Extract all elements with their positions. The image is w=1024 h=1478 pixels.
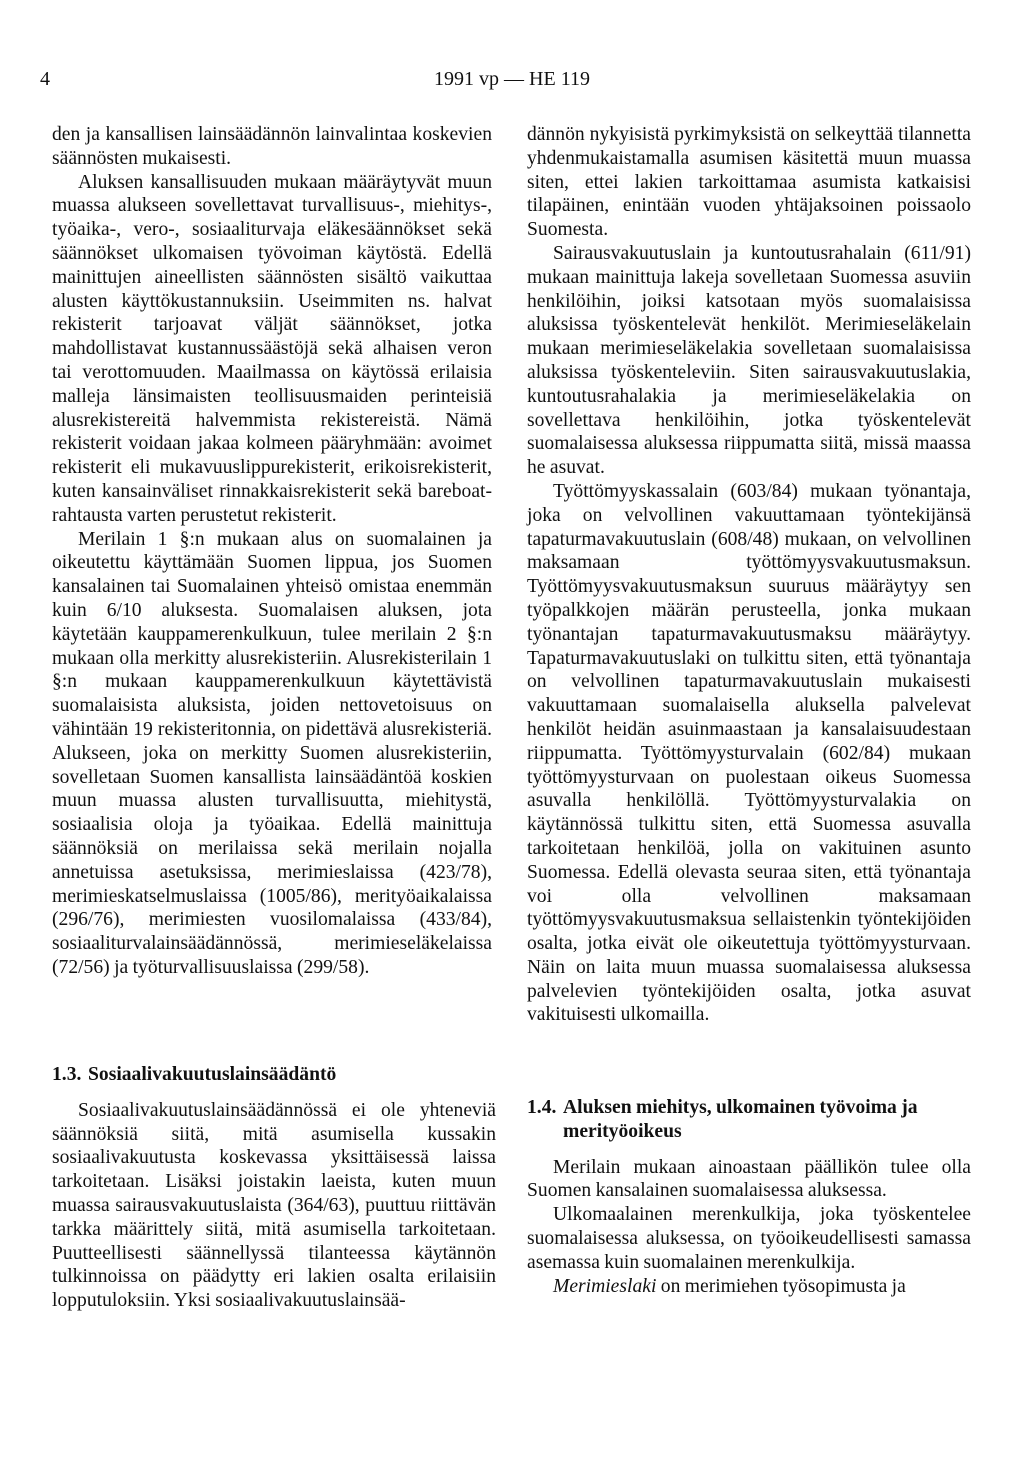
running-head: 1991 vp — HE 119 (434, 68, 590, 90)
section-heading (527, 1096, 971, 1144)
paragraph: Aluksen kansallisuuden mukaan määräytyvät muun muassa alukseen sovellettavat turvallisuus-, miehitys-, työaika-, vero-, sosiaaliturvaja eläkesäännökset sekä säännökset ulkomaisen työvoiman käytöstä. Edellä mainittujen aineellisten säännösten sisältö vaikuttaa alusten käyttökustannuksiin. Useimmiten ns. halvat rekisterit tarjoavat väljät säännökset, jotka mahdollistavat kustannussäästöjä sekä alhaisen veron tai verottomuuden. Maailmassa on käytössä erilaisia malleja länsimaisten teollisuusmaiden perinteisiä alusrekistereitä halvemmista rekistereistä. Nämä rekisterit voidaan jakaa kolmeen pääryhmään: avoimet rekisterit eli mukavuuslippurekisterit, erikoisrekisterit, kuten kansainväliset rinnakkaisrekisterit sekä bareboat-rahtausta varten perustetut rekisterit. (52, 171, 492, 526)
paragraph: Sairausvakuutuslain ja kuntoutusrahalain (611/91) mukaan mainittuja lakeja sovelletaan Suomessa asuviin henkilöihin, joiksi katsotaan myös suomalaisissa aluksissa työskentelevät henkilöt. Merimieseläkelain mukaan merimieseläkelakia sovelletaan suomalaisissa aluksissa työskenteleviin. Siten sairausvakuutuslakia, kuntoutusrahalakia ja merimieseläkelakia on sovellettava henkilöihin, jotka työskentelevät suomalaisessa aluksessa riippumatta siitä, missä maassa he asuvat. (527, 242, 971, 479)
paragraph: Ulkomaalainen merenkulkija, joka työskentelee suomalaisessa aluksessa, on työoikeudellisesti samassa asemassa kuin suomalainen merenkulkija. (527, 1204, 971, 1273)
paragraph (527, 1275, 971, 1299)
section-1-3 (52, 1063, 496, 1313)
paragraph-rest: on merimiehen työsopimusta ja (656, 1275, 906, 1297)
page-number: 4 (40, 68, 50, 90)
page-header (0, 68, 1024, 98)
paragraph: Merilain mukaan ainoastaan päällikön tulee olla Suomen kansalainen suomalaisessa aluksessa. (527, 1156, 971, 1202)
right-column-top (527, 123, 971, 1027)
paragraph: Sosiaalivakuutuslainsäädännössä ei ole yhteneviä säännöksiä siitä, mitä asumisella kussakin sosiaalivakuutusta koskevassa yksittäisessä laissa tarkoitetaan. Lisäksi joistakin laeista, kuten muun muassa sairausvakuutuslaista (364/63), puuttuu riittävän tarkka määrittely siitä, mitä asumisella tarkoitetaan. Puutteellisesti säännellyssä tilanteessa käytännön tulkinnoissa on päädytty eri lakien osalta erilaisiin lopputuloksiin. Yksi sosiaalivakuutuslainsää- (52, 1099, 496, 1312)
left-column-top (52, 123, 492, 980)
paragraph: Työttömyyskassalain (603/84) mukaan työnantaja, joka on velvollinen vakuuttamaan työntekijänsä tapaturmavakuutuslain (608/48) mukaan, on velvollinen maksamaan työttömyysvakuutusmaksun. Työttömyysvakuutusmaksun suuruus määräytyy sen työpalkkojen määrän perusteella, jonka mukaan työnantajan tapaturmavakuutusmaksu määräytyy. Tapaturmavakuutuslaki on tulkittu siten, että työnantaja on velvollinen tapaturmavakuutuslain mukaisesti vakuuttamaan suomalaisella aluksella palvelevat henkilöt heidän asuinmaastaan ja kansalaisuudestaan riippumatta. Työttömyysturvalain (602/84) mukaan työttömyysturvaan on puolestaan oikeus Suomessa asuvalla henkilöllä. Työttömyysturvalakia on käytännössä tulkittu siten, että Suomessa asuvalla tarkoitetaan henkilöä, jolla on vakituinen asunto Suomessa. Edellä olevasta seuraa siten, että työnantaja voi olla velvollinen maksamaan työttömyysvakuutusmaksua sellaistenkin työntekijöiden osalta, jotka eivät ole oikeutettuja työttömyysturvaan. Näin on laita muun muassa suomalaisessa aluksessa palvelevien työntekijöiden osalta, jotka asuvat vakituisesti ulkomailla. (527, 480, 971, 1026)
section-title: Aluksen miehitys, ulkomainen työvoima ja merityöoikeus (563, 1097, 918, 1142)
section-number: 1.4. (527, 1097, 557, 1118)
paragraph: dännön nykyisistä pyrkimyksistä on selkeyttää tilannetta yhdenmukaistamalla asumisen käsitettä muun muassa siten, ettei lakien tarkoittamaa asumista katkaisisi tilapäinen, enintään vuoden yhtäjaksoinen poissaolo Suomesta. (527, 124, 971, 241)
section-1-4 (527, 1096, 971, 1298)
law-name: Merimieslaki (553, 1275, 657, 1297)
section-number: 1.3. (52, 1064, 82, 1085)
section-heading (52, 1063, 496, 1087)
paragraph: Merilain 1 §:n mukaan alus on suomalainen ja oikeutettu käyttämään Suomen lippua, jos Suomen kansalainen tai Suomalainen yhteisö omistaa enemmän kuin 6/10 aluksesta. Suomalaisen aluksen, jota käytetään kauppamerenkulkuun, tulee merilain 2 §:n mukaan olla merkitty alusrekisteriin. Alusrekisterilain 1 §:n mukaan kauppamerenkulkuun käytettävistä suomalaisista aluksista, joiden nettovetoisuus on vähintään 19 rekisteritonnia, on pidettävä alusrekisteriä. Alukseen, joka on merkitty Suomen alusrekisteriin, sovelletaan Suomen kansallista lainsäädäntöä koskien muun muassa alusten turvallisuutta, miehitystä, sosiaalisia oloja ja työaikaa. Edellä mainittuja säännöksiä on merilaissa sekä merilain nojalla annetuissa asetuksissa, merimieslaissa (423/78), merimieskatselmuslaissa (1005/86), merityöaikalaissa (296/76), merimiesten vuosilomalaissa (433/84), sosiaaliturvalainsäädännössä, merimieseläkelaissa (72/56) ja työturvallisuuslaissa (299/58). (52, 528, 492, 978)
paragraph: den ja kansallisen lainsäädännön lainvalintaa koskevien säännösten mukaisesti. (52, 124, 492, 169)
section-title: Sosiaalivakuutuslainsäädäntö (88, 1064, 337, 1085)
